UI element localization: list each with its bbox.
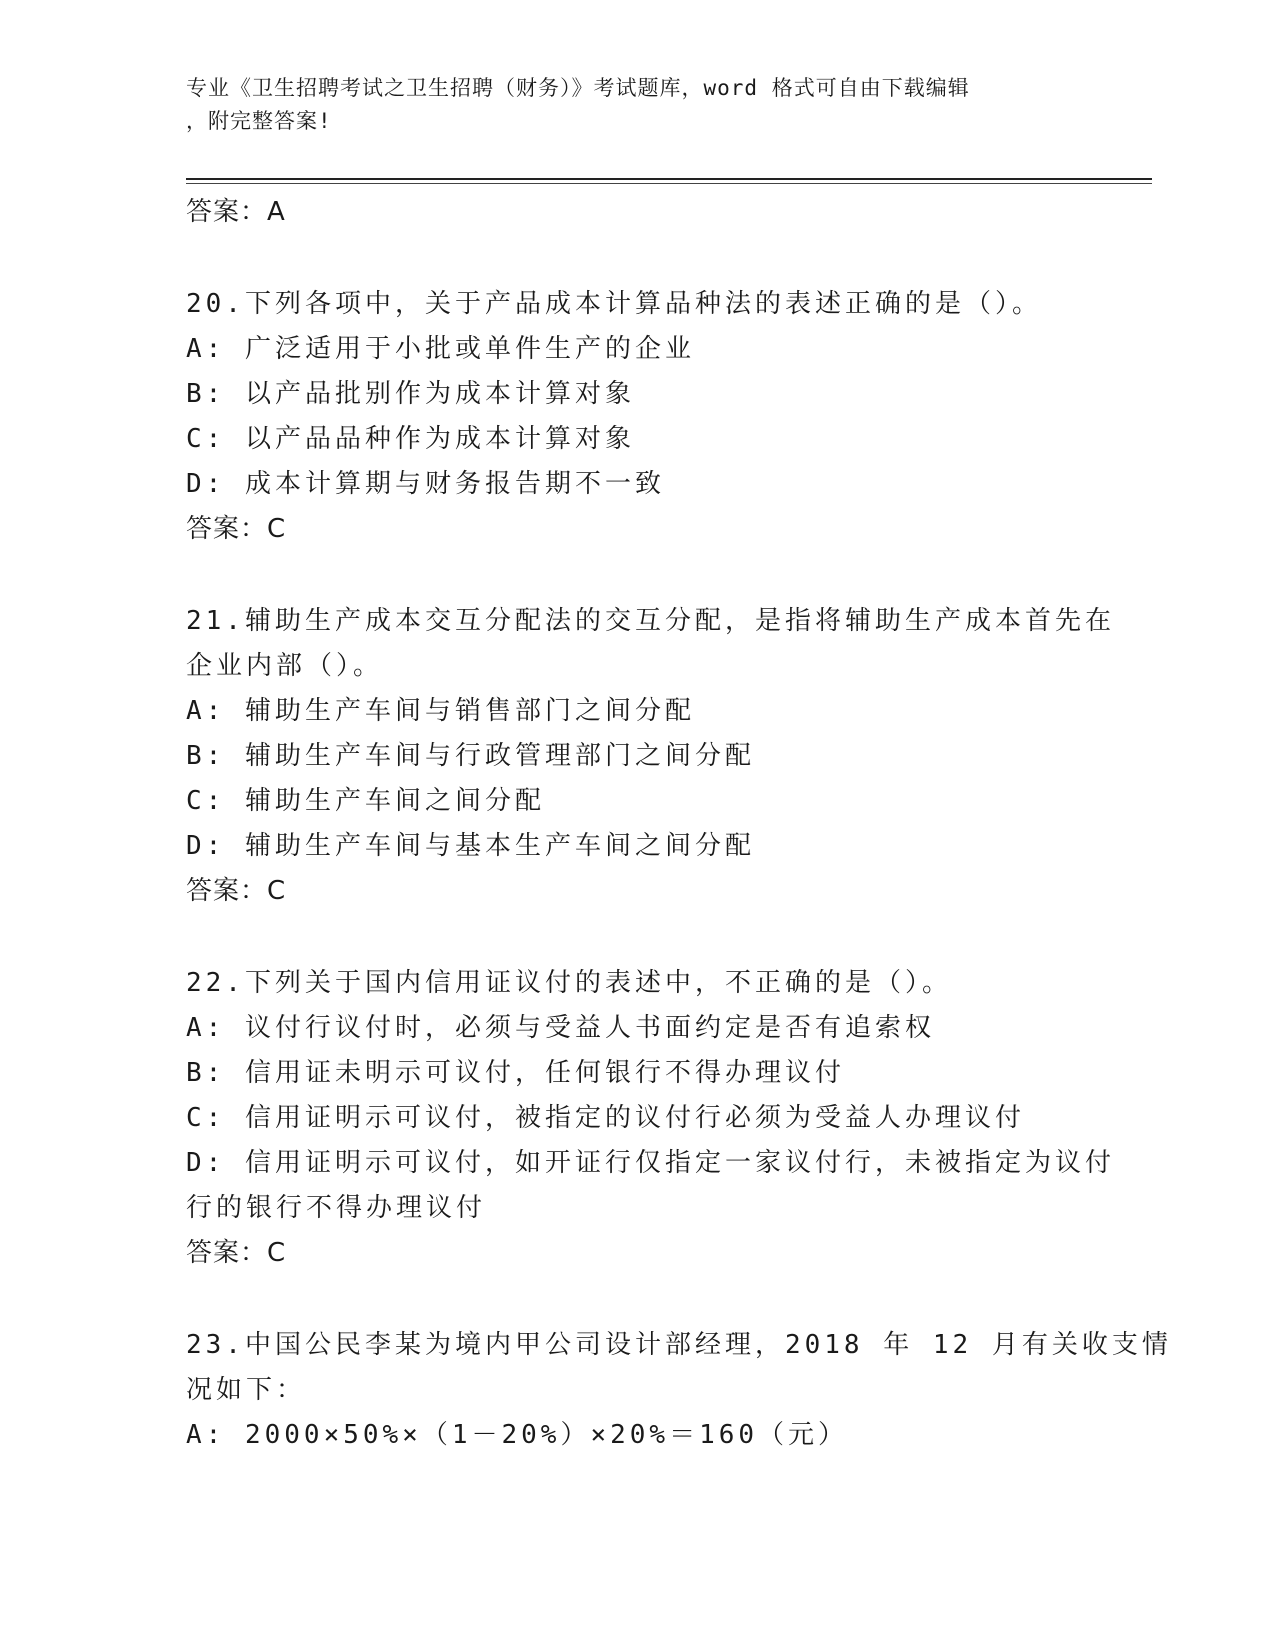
- question-text: 22.下列关于国内信用证议付的表述中，不正确的是（）。: [186, 968, 952, 998]
- answer-label: 答案：A: [186, 197, 286, 227]
- option-b: B: 信用证未明示可议付，任何银行不得办理议付: [186, 1058, 845, 1088]
- answer-label: 答案：C: [186, 514, 287, 544]
- option-d: D: 辅助生产车间与基本生产车间之间分配: [186, 831, 755, 861]
- header-divider-thick: [186, 178, 1152, 180]
- question-text-line-1: 23.中国公民李某为境内甲公司设计部经理，2018 年 12 月有关收支情: [186, 1330, 1172, 1360]
- header-line-2: ，附完整答案!: [186, 109, 332, 133]
- header-line-1: 专业《卫生招聘考试之卫生招聘（财务）》考试题库，word 格式可自由下载编辑: [186, 76, 970, 100]
- option-c: C: 辅助生产车间之间分配: [186, 786, 545, 816]
- answer-label: 答案：C: [186, 876, 287, 906]
- question-list: [186, 190, 1172, 1458]
- question-21: [186, 599, 1115, 913]
- question-text-line-2: 况如下：: [186, 1375, 307, 1405]
- question-text-line-2: 企业内部（）。: [186, 651, 384, 681]
- option-b: B: 以产品批别作为成本计算对象: [186, 379, 635, 409]
- option-c: C: 信用证明示可议付，被指定的议付行必须为受益人办理议付: [186, 1103, 1025, 1133]
- option-d: D: 信用证明示可议付，如开证行仅指定一家议付行，未被指定为议付: [186, 1148, 1115, 1178]
- option-d: D: 成本计算期与财务报告期不一致: [186, 469, 665, 499]
- option-a: A: 广泛适用于小批或单件生产的企业: [186, 334, 695, 364]
- question-22: [186, 961, 1115, 1275]
- option-b: B: 辅助生产车间与行政管理部门之间分配: [186, 741, 755, 771]
- option-a: A: 议付行议付时，必须与受益人书面约定是否有追索权: [186, 1013, 935, 1043]
- document-header: [186, 72, 1066, 138]
- option-d-continued: 行的银行不得办理议付: [186, 1193, 487, 1223]
- question-text: 20.下列各项中，关于产品成本计算品种法的表述正确的是（）。: [186, 289, 1042, 319]
- option-a: A: 2000×50%×（1－20%）×20%＝160（元）: [186, 1420, 849, 1450]
- question-23: [186, 1323, 1172, 1458]
- answer-label: 答案：C: [186, 1238, 287, 1268]
- option-a: A: 辅助生产车间与销售部门之间分配: [186, 696, 695, 726]
- question-text-line-1: 21.辅助生产成本交互分配法的交互分配，是指将辅助生产成本首先在: [186, 606, 1115, 636]
- option-c: C: 以产品品种作为成本计算对象: [186, 424, 635, 454]
- question-20: [186, 282, 1086, 551]
- header-divider-thin: [186, 183, 1152, 184]
